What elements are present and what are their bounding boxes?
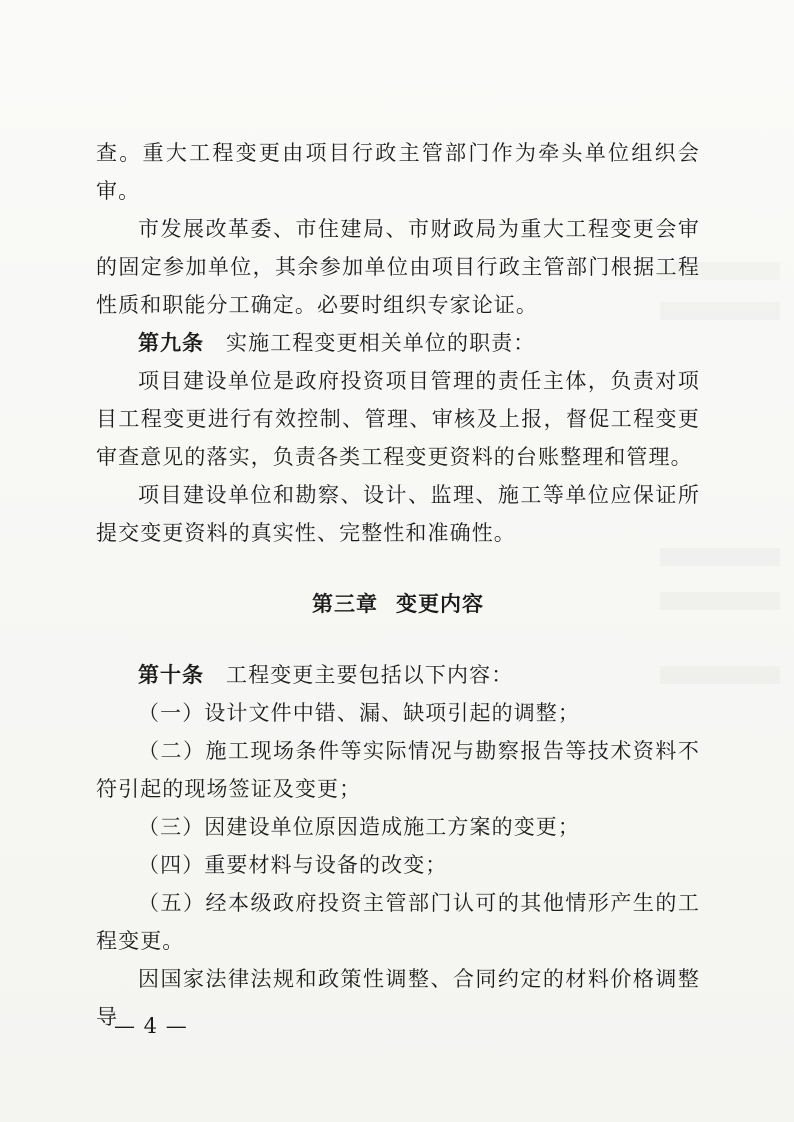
paragraph-review-lead: 查。重大工程变更由项目行政主管部门作为牵头单位组织会审。 xyxy=(96,141,700,203)
list-item: （二）施工现场条件等实际情况与勘察报告等技术资料不符引起的现场签证及变更； xyxy=(96,739,700,801)
article-9-text: 实施工程变更相关单位的职责： xyxy=(226,331,536,355)
article-9-label: 第九条 xyxy=(138,331,204,355)
chapter-heading xyxy=(96,585,700,623)
document-body xyxy=(96,134,700,1036)
chapter-number: 第三章 xyxy=(312,592,378,616)
list-item: （四）重要材料与设备的改变； xyxy=(138,853,448,877)
article-10 xyxy=(96,656,700,694)
list-item: （五）经本级政府投资主管部门认可的其他情形产生的工程变更。 xyxy=(96,891,700,953)
chapter-title: 变更内容 xyxy=(396,592,484,616)
paragraph-fixed-participants: 市发展改革委、市住建局、市财政局为重大工程变更会审的固定参加单位，其余参加单位由项目行政主管部门根据工程性质和职能分工确定。必要时组织专家论证。 xyxy=(96,217,700,317)
list-item: （一）设计文件中错、漏、缺项引起的调整； xyxy=(138,701,580,725)
paragraph-material-authenticity: 项目建设单位和勘察、设计、监理、施工等单位应保证所提交变更资料的真实性、完整性和准确性。 xyxy=(96,483,700,545)
paragraph-owner-responsibility: 项目建设单位是政府投资项目管理的责任主体，负责对项目工程变更进行有效控制、管理、审核及上报，督促工程变更审查意见的落实，负责各类工程变更资料的台账整理和管理。 xyxy=(96,369,700,469)
list-item: （三）因建设单位原因造成施工方案的变更； xyxy=(138,815,580,839)
article-10-text: 工程变更主要包括以下内容： xyxy=(226,663,514,687)
article-10-label: 第十条 xyxy=(138,663,204,687)
page-number: — 4 — xyxy=(114,1014,188,1038)
article-9 xyxy=(96,324,700,362)
paragraph-legal-adjustment: 因国家法律法规和政策性调整、合同约定的材料价格调整导 xyxy=(96,967,700,1029)
